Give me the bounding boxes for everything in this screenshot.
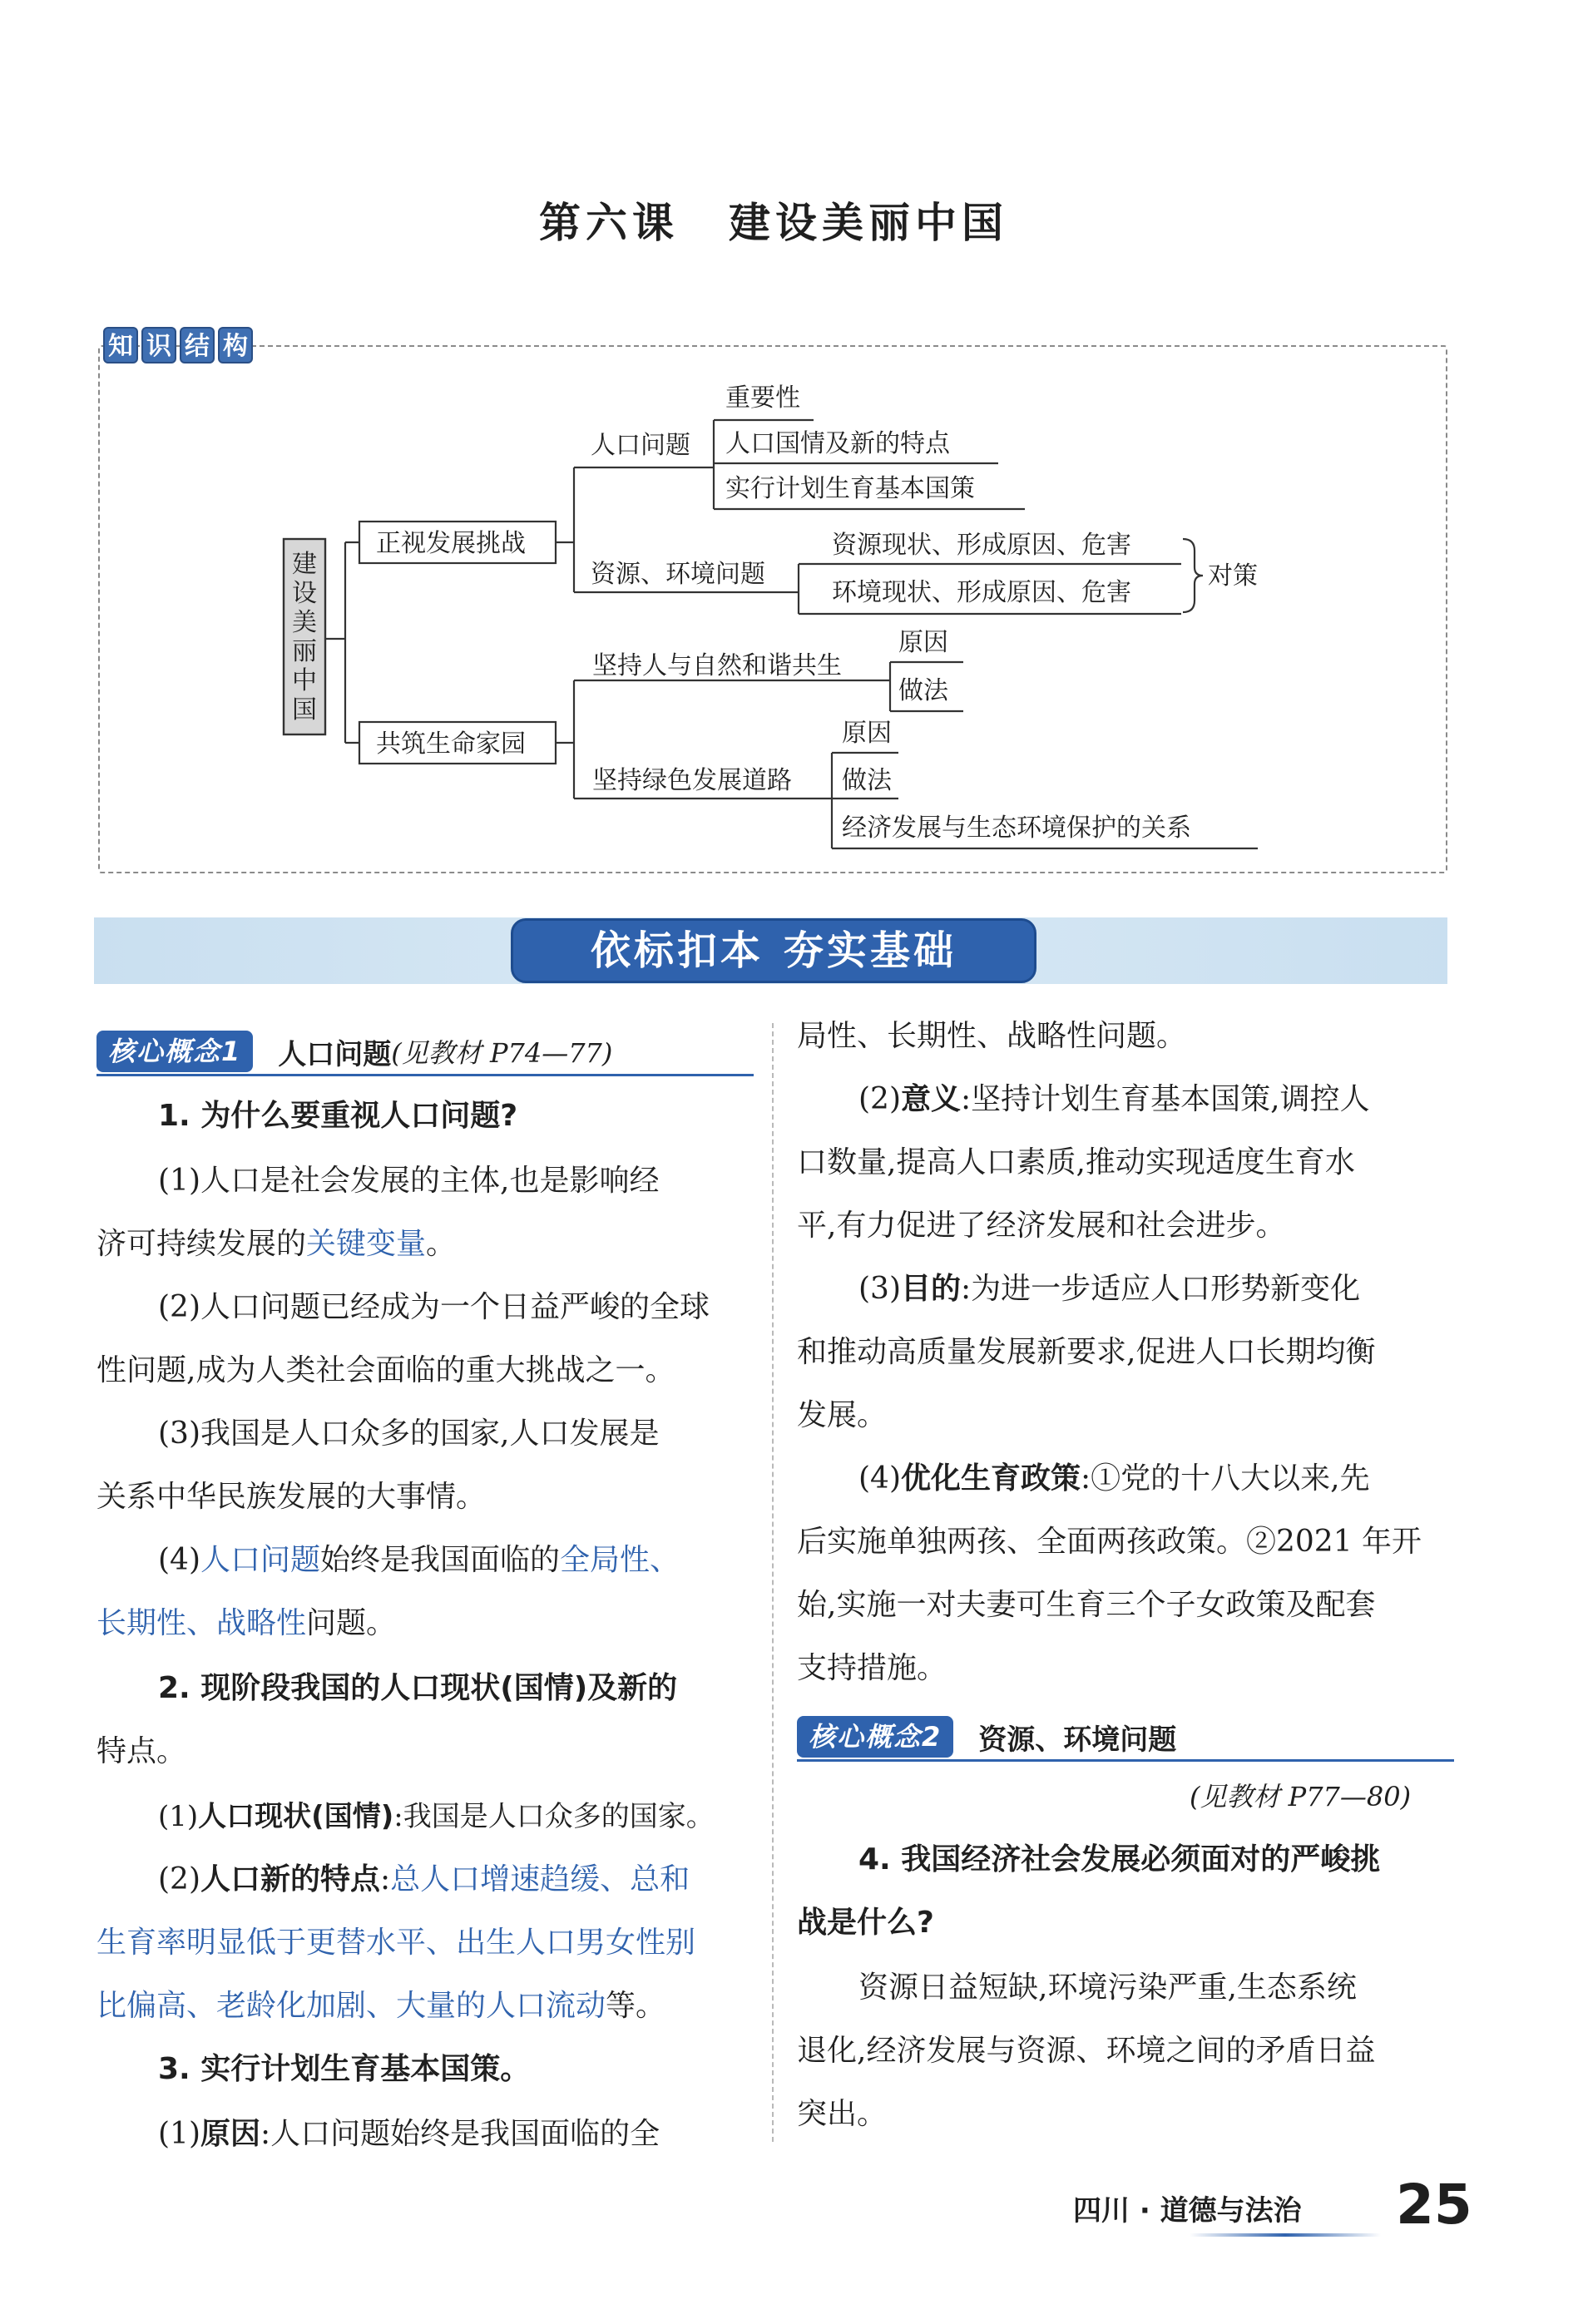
brace (1183, 539, 1203, 612)
text: (2) (158, 1862, 200, 1896)
paragraph-line: 后实施单独两孩、全面两孩政策。②2021 年开 (797, 1525, 1422, 1559)
paragraph-line (158, 1797, 715, 1837)
root-char: 国 (292, 695, 317, 724)
text: 。 (426, 1227, 457, 1261)
question-2: 2. 现阶段我国的人口现状(国情)及新的 (158, 1671, 678, 1705)
highlight: 全局性、 (560, 1543, 680, 1577)
population-item: 实行计划生育基本国策 (725, 474, 975, 503)
text: :坚持计划生育基本国策,调控人 (961, 1082, 1370, 1116)
concept2-ref: (见教材 P77—80) (1190, 1781, 1412, 1812)
paragraph-line (158, 2114, 660, 2154)
paragraph-line: 关系中华民族发展的大事情。 (96, 1480, 487, 1514)
text: : (380, 1862, 391, 1896)
population-label: 人口问题 (591, 431, 690, 460)
question-4: 4. 我国经济社会发展必须面对的严峻挑 (858, 1842, 1381, 1877)
root-char: 中 (292, 666, 317, 695)
environment-item: 环境现状、形成原因、危害 (832, 578, 1131, 607)
paragraph-line: (1)人口是社会发展的主体,也是影响经 (158, 1164, 660, 1198)
banner-part2: 夯实基础 (784, 927, 957, 974)
lesson-number: 第六课 (539, 199, 679, 247)
text: (1) (158, 2117, 200, 2151)
paragraph-line: 发展。 (797, 1398, 888, 1432)
keyword: 目的 (901, 1272, 962, 1306)
root-char: 建 (292, 550, 317, 579)
paragraph-line (858, 1080, 1370, 1120)
keyword: 优化生育政策 (901, 1461, 1081, 1496)
population-item: 人口国情及新的特点 (725, 429, 950, 458)
text: 济可持续发展的 (96, 1227, 307, 1261)
concept2-title: 资源、环境问题 (978, 1723, 1177, 1757)
paragraph-line: 平,有力促进了经济发展和社会进步。 (797, 1209, 1286, 1243)
concept1-title: 人口问题 (278, 1037, 392, 1071)
text: (4) (858, 1461, 901, 1496)
text: 问题。 (306, 1606, 397, 1640)
root-char: 丽 (292, 637, 317, 666)
concept1-ref: (见教材 P74—77) (391, 1037, 613, 1069)
concept2-rule (797, 1759, 1454, 1762)
concept1-rule (96, 1074, 754, 1076)
page-number: 25 (1396, 2173, 1472, 2237)
green-item: 做法 (842, 766, 892, 795)
paragraph-line (96, 1986, 665, 2026)
section-banner-label (511, 918, 1036, 983)
question-1: 1. 为什么要重视人口问题? (158, 1099, 518, 1133)
paragraph-line: (2)人口问题已经成为一个日益严峻的全球 (158, 1290, 710, 1324)
root-connector (325, 542, 359, 743)
paragraph-line: 支持措施。 (797, 1651, 947, 1685)
text: (2) (858, 1082, 901, 1116)
harmony-label: 坚持人与自然和谐共生 (592, 651, 842, 680)
branch2-connector (556, 680, 586, 799)
root-char: 设 (292, 579, 317, 608)
keyword: 人口现状(国情) (198, 1800, 394, 1833)
paragraph-line: 局性、长期性、战略性问题。 (797, 1019, 1187, 1053)
text: 等。 (606, 1989, 666, 2023)
population-item: 重要性 (725, 383, 800, 413)
highlight: 长期性、战略性 (96, 1606, 307, 1640)
green-item: 原因 (842, 719, 892, 748)
column-divider (772, 1023, 774, 2142)
highlight: 人口问题 (200, 1543, 321, 1577)
paragraph-line (158, 1540, 680, 1580)
green-label: 坚持绿色发展道路 (592, 766, 792, 795)
paragraph-line: 和推动高质量发展新要求,促进人口长期均衡 (797, 1335, 1376, 1369)
concept2-chip: 核心概念2 (797, 1716, 953, 1758)
lesson-name: 建设美丽中国 (729, 199, 1008, 247)
concept2-header (797, 1715, 1454, 1758)
highlight: 比偏高、老龄化加剧、大量的人口流动 (96, 1989, 606, 2023)
paragraph-line (158, 1860, 690, 1900)
branch1-label: 正视发展挑战 (376, 529, 526, 558)
concept1-header (96, 1030, 754, 1073)
branch1-connector (556, 467, 586, 592)
text: (1) (158, 1800, 199, 1833)
brace-label: 对策 (1208, 561, 1258, 591)
footer-rule (1190, 2233, 1381, 2237)
keyword: 原因 (200, 2117, 261, 2151)
question-3: 3. 实行计划生育基本国策。 (158, 2052, 531, 2086)
text: (3) (858, 1272, 901, 1306)
root-char: 美 (292, 608, 317, 637)
text: :①党的十八大以来,先 (1081, 1461, 1370, 1496)
question-4-cont: 战是什么? (797, 1906, 934, 1940)
tag-char: 构 (218, 327, 253, 363)
keyword: 意义 (901, 1082, 962, 1116)
green-item: 经济发展与生态环境保护的关系 (842, 813, 1191, 843)
keyword: 人口新的特点 (200, 1862, 381, 1896)
concept1-chip: 核心概念1 (96, 1031, 253, 1072)
paragraph-line (96, 1224, 456, 1264)
paragraph-line (858, 1459, 1370, 1499)
harmony-item: 做法 (898, 676, 948, 705)
highlight: 总人口增速趋缓、总和 (390, 1862, 690, 1896)
environment-label: 资源、环境问题 (591, 560, 765, 589)
paragraph-line: (3)我国是人口众多的国家,人口发展是 (158, 1417, 660, 1451)
harmony-item: 原因 (898, 628, 948, 657)
environment-item: 资源现状、形成原因、危害 (832, 531, 1131, 560)
text: (4) (158, 1543, 200, 1577)
knowledge-tree-diagram (0, 0, 1588, 882)
paragraph-line: 退化,经济发展与资源、环境之间的矛盾日益 (797, 2034, 1376, 2068)
paragraph-line (96, 1604, 396, 1644)
paragraph-line: 特点。 (96, 1734, 187, 1768)
paragraph-line: 突出。 (797, 2097, 888, 2131)
paragraph-line: 生育率明显低于更替水平、出生人口男女性别 (96, 1926, 696, 1960)
paragraph-line: 资源日益短缺,环境污染严重,生态系统 (858, 1970, 1357, 2005)
tag-char: 知 (103, 327, 138, 363)
banner-part1: 依标扣本 (590, 927, 764, 974)
paragraph-line: 始,实施一对夫妻可生育三个子女政策及配套 (797, 1588, 1376, 1622)
text: :为进一步适应人口形势新变化 (961, 1272, 1361, 1306)
paragraph-line: 口数量,提高人口素质,推动实现适度生育水 (797, 1145, 1355, 1179)
highlight: 关键变量 (306, 1227, 427, 1261)
paragraph-line (858, 1269, 1360, 1309)
text: :人口问题始终是我国面临的全 (260, 2117, 660, 2151)
branch2-label: 共筑生命家园 (376, 729, 526, 759)
text: 始终是我国面临的 (320, 1543, 561, 1577)
tag-char: 结 (180, 327, 215, 363)
text: :我国是人口众多的国家。 (393, 1800, 715, 1833)
footer-subject: 四川 · 道德与法治 (1073, 2194, 1302, 2228)
paragraph-line: 性问题,成为人类社会面临的重大挑战之一。 (96, 1353, 675, 1387)
tag-char: 识 (141, 327, 176, 363)
